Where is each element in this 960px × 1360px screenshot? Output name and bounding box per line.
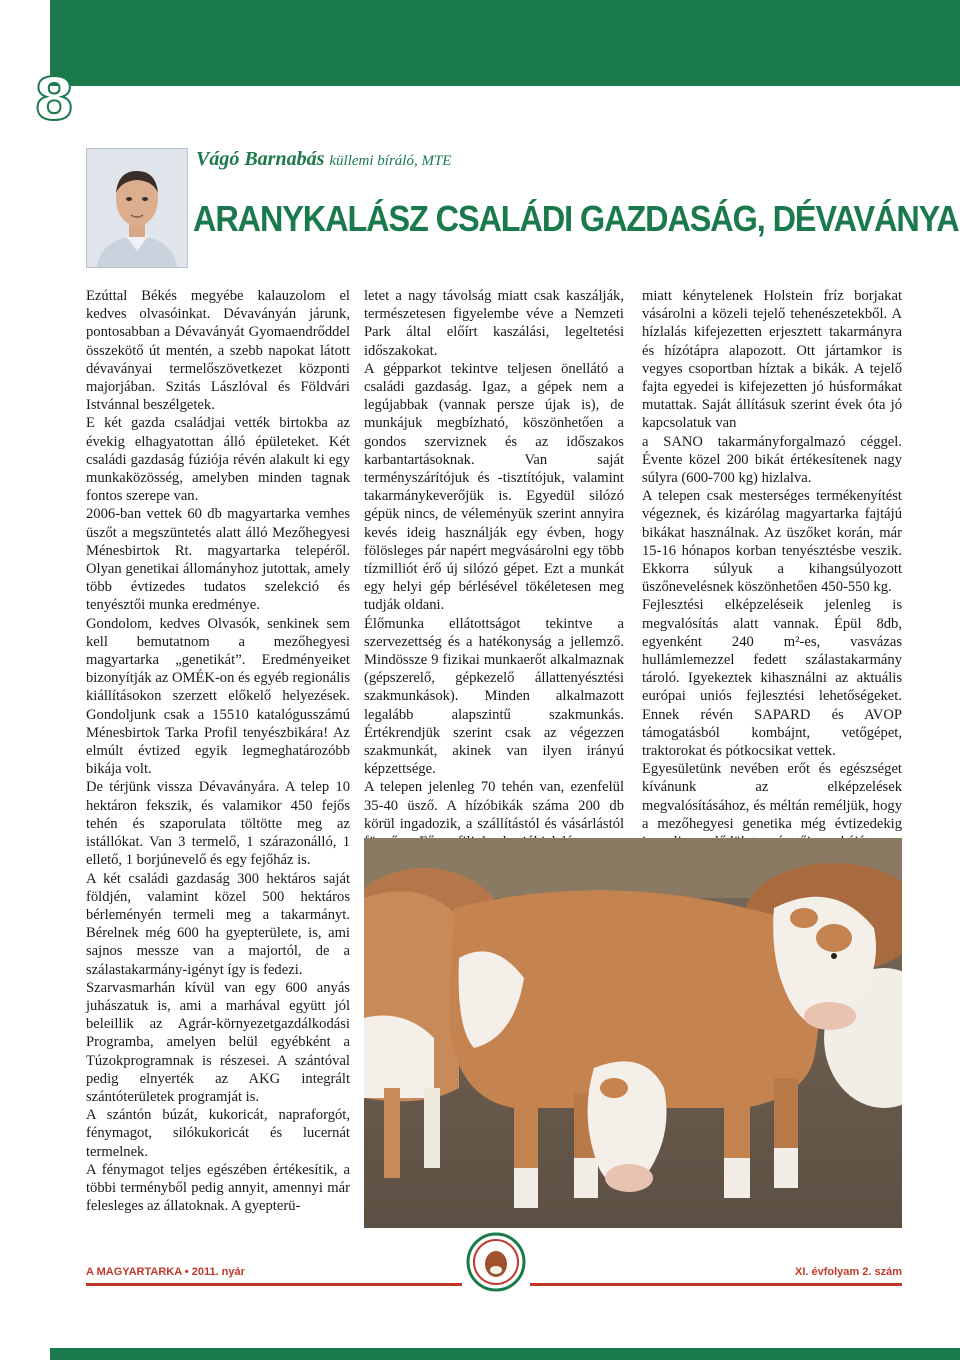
paragraph: A fénymagot teljes egészében értékesítik, a többi terményből pedig annyit, amennyi már felesleges az állatoknak. A gyepterü- xyxy=(86,1161,350,1215)
paragraph: E két gazda családjai vették birtokba az évekig elhagyatottan álló épületeket. Két családi gazdaság fúziója révén alakult ki egy munkaközösség, amelyben minden tagnak fontos szerepe van. xyxy=(86,415,350,505)
paragraph: A két családi gazdaság 300 hektáros saját földjén, valamint közel 500 hektáros bérleményén termeli meg a takarmányt. Bérelnek még 600 ha gyepterülete, is, ami sajnos messze van a majortól, de a szálastakarmány-igényt így is fedezi. xyxy=(86,870,350,978)
cattle-photo xyxy=(364,838,902,1228)
paragraph: A szántón búzát, kukoricát, napraforgót, fénymagot, silókukoricát és lucernát termelnek. xyxy=(86,1107,350,1160)
paragraph: Gondolom, kedves Olvasók, senkinek sem kell bemutatnom a mezőhegyesi magyartarka „genetikát”. Eredményeiket bizonyítják az OMÉK-on és egyéb regionális kiállításokon szerzett előkelő helyezések. Gondoljunk csak a 15510 katalógusszámú Ménesbirtok Tarka Profil tenyészbikára! Az elmúlt évtized egyik legmeghatározóbb bikája volt. xyxy=(86,615,350,778)
text-column-3 xyxy=(642,287,902,851)
bottom-green-bar xyxy=(50,1348,960,1360)
author-role: küllemi bíráló, MTE xyxy=(329,153,452,169)
paragraph: A telepen jelenleg 70 tehén van, ezenfelül 35-40 üsző. A hízóbikák száma 200 db körül ingadozik, a szállítástól és vásárlástól xyxy=(364,779,624,832)
page-number: 8 xyxy=(34,65,75,133)
text-column-2 xyxy=(364,287,624,870)
footer-rule-left xyxy=(86,1283,462,1286)
author-name: Vágó Barnabás xyxy=(196,148,325,170)
paragraph: Fejlesztési elképzeléseik jelenleg is megvalósítás alatt vannak. Épül 8db, egyenként 240 m²-es, vasvázas hullámlemezzel fedett szálastakarmány tároló. Igyekeztek kihasználni az aktuális európai uniós fejlesztési lehetőségeket. Ennek révén SAPARD és AVOP támogatásból kombájnt, vetőgépet, traktorokat és pótkocsikat vettek. xyxy=(642,597,902,760)
text-column-1 xyxy=(86,287,350,1215)
top-green-bar xyxy=(50,0,960,86)
portrait-image xyxy=(87,149,187,267)
footer-rule-right xyxy=(530,1283,902,1286)
paragraph: 2006-ban vettek 60 db magyartarka vemhes üszőt a megszüntetés alatt álló Mezőhegyesi Ménesbirtok Rt. magyartarka telepéről. Olyan genetikai állományhoz jutottak, amely több évtizedes tudatos szelekció és tenyésztői munka eredménye. xyxy=(86,506,350,614)
author-portrait xyxy=(86,148,188,268)
left-margin xyxy=(0,0,24,1360)
paragraph: a SANO takarmányforgalmazó céggel. Évente közel 200 bikát értékesítenek nagy súlyra (600-700 kg) hizlalva. xyxy=(642,433,902,487)
paragraph: De térjünk vissza Dévaványára. A telep 10 hektáron fekszik, és valamikor 450 fejős tehén és szaporulata töltötte meg az istállókat. Van 3 termelő, 1 szárazonálló, 1 ellető, 1 borjúnevelő és egy fejőház is. xyxy=(86,779,350,869)
author-byline xyxy=(196,148,451,171)
paragraph: miatt kénytelenek Holstein fríz borjakat vásárolni a közeli tejelő tehenészetekből. A hízlalás kifejezetten erjesztett takarmányra és hízótápra alapozott. Ott jártamkor is vegyes csoportban híztak a bikák. A tejelő fajta egyedei is kifejezetten jó húsformákat mutattak. Saját állításuk szerint évek óta jó kapcsolatuk van xyxy=(642,288,902,432)
footer-publication: A MAGYARTARKA • 2011. nyár xyxy=(86,1266,245,1278)
paragraph: A gépparkot tekintve teljesen önellátó a családi gazdaság. Igaz, a gépek nem a legújabbak (vannak persze újak is), de munkájuk megbízható, köszönhetően a gondos szerviznek és az időszakos karbantartásoknak. Van saját terményszárítójuk és -tisztítójuk, valamint takarmánykeverőjük is. Egyedül silózó gépük nincs, de véleményük szerint annyira kevés ideig használják egy évben, hogy fölösleges pár napért megvásárolni egy több tízmilliót érő új silózó gépet. Ezt a munkát egy helyi gép bérlésével tökéletesen meg tudják oldani. xyxy=(364,360,624,614)
paragraph: Ezúttal Békés megyébe kalauzolom el kedves olvasóinkat. Dévaványán járunk, pontosabban a Dévaványát Gyomaendrőddel összekötő út mentén, a szebb napokat látott dévaványai termelőszövetkezet központi majorjában. Szitás Lászlóval és Földvári Istvánnal beszélgetek. xyxy=(86,288,350,414)
paragraph: Szarvasmarhán kívül van egy 600 anyás juhászatuk is, ami a marhával együtt jól beleillik az Agrár-környezetgazdálkodási Programba, amelyen belül egyébként a Túzokprogramnak is részesei. A szántóval pedig elnyerték az AKG integrált szántóterületek programját is. xyxy=(86,979,350,1105)
paragraph: A telepen csak mesterséges termékenyítést végeznek, és kizárólag magyartarka fajtájú bikákat használnak. Az üszőket korán, már 15-16 hónapos korban tenyésztésbe veszik. Ekkorra súlyuk a kihangsúlyozott üszőnevelésnek köszönhetően 450-550 kg. xyxy=(642,488,902,596)
association-logo xyxy=(466,1232,526,1292)
paragraph: Egyesületünk nevében erőt és egészséget kívánunk az elképzelések megvalósításához, és méltán reméljük, hogy a mezőhegyesi genetika még évtizedekig xyxy=(642,761,902,832)
paragraph: Élőmunka ellátottságot tekintve a szervezettség és a hatékonyság a jellemző. Mindössze 9 fizikai munkaerőt alkalmaznak (gépszerelő, gépkezelő állattenyésztési szakmunkások). Minden alkalmazott legalább alapszintű szakmunkás. Értékrendjük szerint csak az végezzen szakmunkát, akinek van ilyen irányú képzettsége. xyxy=(364,615,624,778)
paragraph: letet a nagy távolság miatt csak kaszálják, természetesen figyelembe véve a Nemzeti Park által előírt kaszálási, legeltetési időszakokat. xyxy=(364,288,624,359)
logo-emblem xyxy=(466,1232,526,1292)
article-title: ARANYKALÁSZ CSALÁDI GAZDASÁG, DÉVAVÁNYA xyxy=(193,198,959,239)
cattle-image xyxy=(364,838,902,1228)
footer-issue: XI. évfolyam 2. szám xyxy=(795,1266,902,1278)
